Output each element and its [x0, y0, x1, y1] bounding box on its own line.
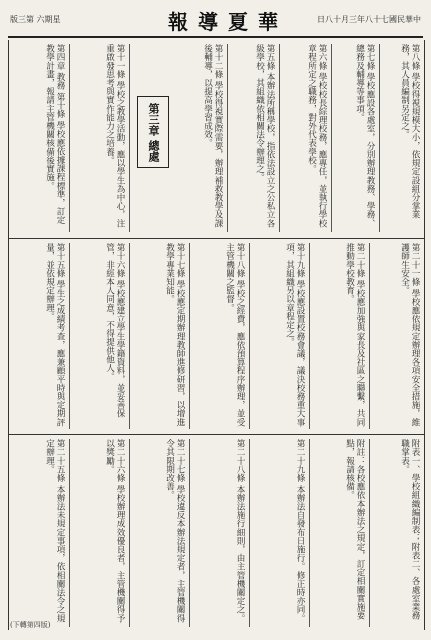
chapter-heading: 第三章 總處 — [137, 96, 169, 168]
text-column: 第二十五條 本辦法未規定事項，依相關法令之規定辦理。 — [44, 439, 65, 623]
column-rule — [309, 243, 310, 429]
column-rule — [331, 44, 332, 232]
text-column: 第十七條 學校應定期辦理教師進修研習，以增進教學專業知能。 — [164, 243, 185, 427]
column-rule — [369, 243, 370, 429]
column-rule — [189, 243, 190, 429]
text-column: 第十一條 學校之教學活動，應以學生為中心，注重啟發思考與實作能力之培養。 — [104, 44, 125, 228]
text-column: 第二十七條 學校違反本辦法規定者，主管機關得令其限期改善。 — [164, 439, 185, 623]
column-rule — [129, 243, 130, 429]
text-column: 第二十八條 本辦法施行細則，由主管機關定之。 — [235, 439, 245, 623]
column-rule — [69, 44, 70, 232]
newspaper-title: 報導夏華 — [168, 10, 288, 34]
text-column: 第二十九條 本辦法自發布日施行。修正時亦同。 — [295, 439, 305, 623]
column-rule — [379, 44, 380, 232]
text-column: 第二十條 學校應加強與家長及社區之聯繫，共同推動學校教育。 — [344, 243, 365, 427]
text-column: 附表一、學校組織編制表；附表二、各處室業務職掌表。 — [399, 439, 420, 620]
column-rule — [129, 44, 130, 232]
text-column: 第十八條 學校之經費，應依預算程序辦理，並受主管機關之監督。 — [224, 243, 245, 427]
masthead — [8, 6, 423, 38]
text-column: 第四章 教務 第十條 學校應依據課程標準，訂定教學計畫，報請主管機關核備後實施。 — [44, 44, 65, 225]
text-column: 附註：各校應依本辦法之規定，訂定相關實施要點，報請核備。 — [344, 439, 365, 620]
text-column: 第十五條 學生之成績考查，應兼顧平時與定期評量，並依規定辦理。 — [44, 243, 65, 427]
column-rule — [249, 439, 250, 627]
text-column: 第十六條 學校應建立學生學籍資料，並妥善保管，非經本人同意，不得提供他人。 — [104, 243, 125, 418]
text-column: 第二十六條 學校辦理成效優良者，主管機關得予以獎勵。 — [104, 439, 125, 623]
text-band-top — [9, 40, 424, 236]
text-column: 第二十一條 學校應依規定辦理各項安全措施，維護師生安全。 — [399, 243, 420, 427]
column-rule — [129, 439, 130, 627]
column-rule — [227, 44, 228, 232]
text-column: 第五條 本辦法所稱學校，指依法設立之公私立各級學校，其組織依相關法令辦理之。 — [254, 44, 275, 228]
column-rule — [249, 243, 250, 429]
masthead-page-info: 版三第 六期星 — [10, 15, 61, 24]
column-rule — [369, 439, 370, 627]
text-column: 第十九條 學校應設置校務會議，議決校務重大事項，其組織另以章程定之。 — [284, 243, 305, 427]
text-column: 第八條 學校得視規模大小，依規定設組分掌業務，其人員編制另定之。 — [399, 44, 420, 219]
article-body — [8, 40, 425, 630]
column-rule — [69, 243, 70, 429]
text-column: 第六條 學校校長綜理校務，應專任，並執行學校章程所定之職務，對外代表學校。 — [306, 44, 327, 228]
column-rule — [279, 44, 280, 232]
masthead-date: 日八十月三年八十七國民華中 — [317, 15, 421, 24]
text-column: 第十二條 學校得視實際需要，辦理補救教學及課後輔導，以提高學習成效。 — [202, 44, 223, 228]
continued-note: (下轉第四版) — [10, 621, 51, 629]
column-rule — [309, 439, 310, 627]
text-band-middle — [9, 238, 424, 433]
text-band-bottom — [9, 434, 424, 631]
column-rule — [189, 439, 190, 627]
text-column: 第七條 學校應設各處室，分別辦理教務、學務、總務及輔導等事項。 — [354, 44, 375, 228]
column-rule — [69, 439, 70, 627]
